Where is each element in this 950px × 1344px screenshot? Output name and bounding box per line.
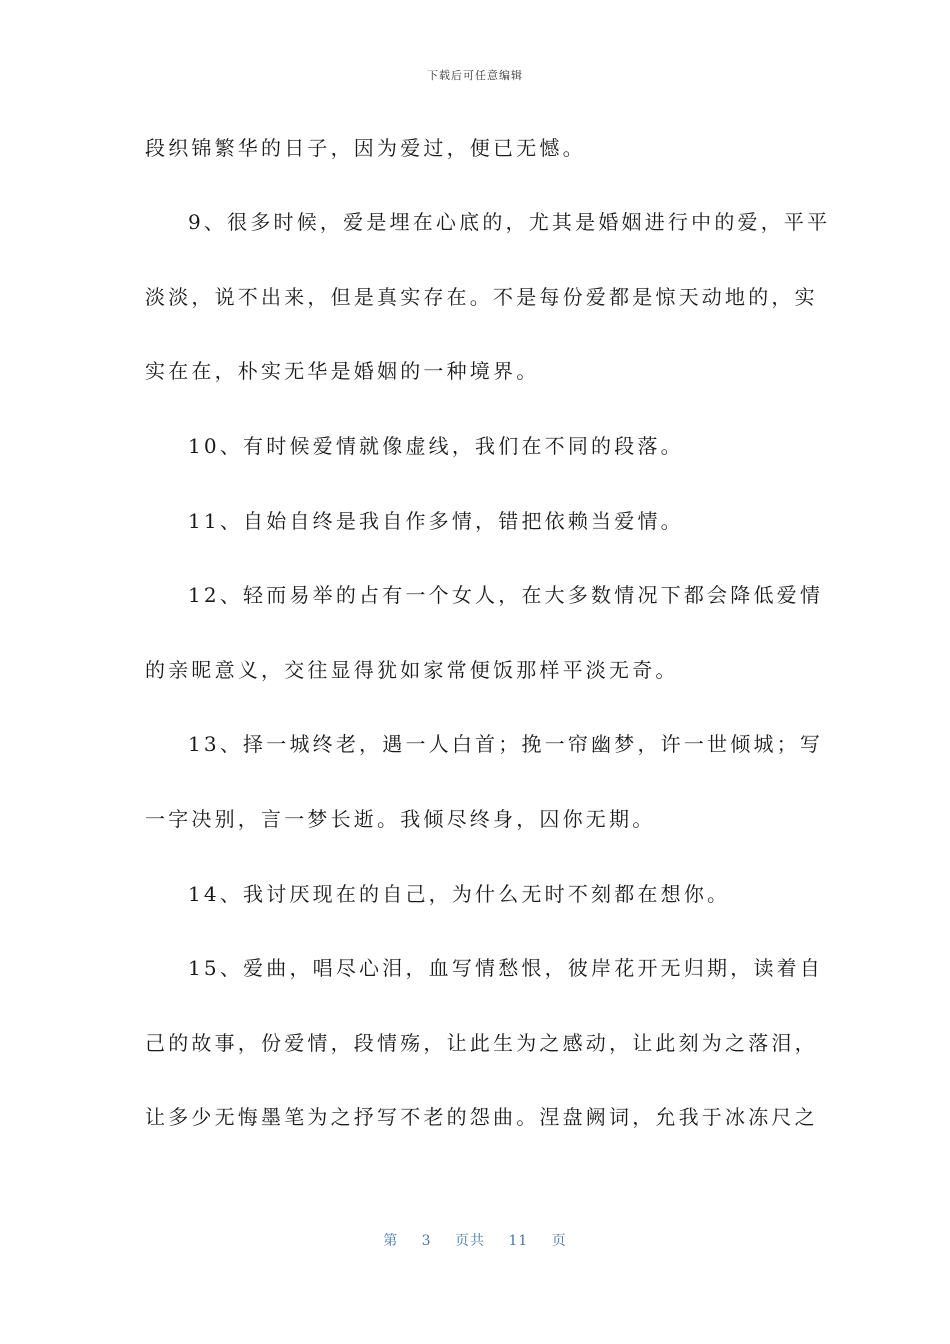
footer-page-number: 3 [421, 1233, 432, 1249]
body-line-2: 9、很多时候，爱是埋在心底的，尤其是婚姻进行中的爱，平平 [188, 210, 831, 234]
body-line-1: 段织锦繁华的日子，因为爱过，便已无憾。 [145, 136, 586, 160]
body-line-10: 一字决别，言一梦长逝。我倾尽终身，囚你无期。 [145, 807, 656, 831]
body-line-3: 淡淡，说不出来，但是真实存在。不是每份爱都是惊天动地的，实 [145, 285, 818, 309]
body-line-9: 13、择一城终老，遇一人白首；挽一帘幽梦，许一世倾城；写 [188, 732, 824, 756]
body-line-6: 11、自始自终是我自作多情，错把依赖当爱情。 [188, 509, 684, 533]
footer-total-pages: 11 [508, 1233, 529, 1249]
body-line-8: 的亲昵意义，交往显得犹如家常便饭那样平淡无奇。 [145, 658, 679, 682]
body-line-11: 14、我讨厌现在的自己，为什么无时不刻都在想你。 [188, 882, 731, 906]
body-line-12: 15、爱曲，唱尽心泪，血写情愁恨，彼岸花开无归期，读着自 [188, 956, 824, 980]
page-header: 下载后可任意编辑 [427, 69, 523, 82]
footer-page-word: 第 [383, 1233, 399, 1249]
page-footer [0, 1230, 950, 1250]
footer-page-suffix: 页 [551, 1233, 567, 1249]
body-line-13: 己的故事，份爱情，段情殇，让此生为之感动，让此刻为之落泪， [145, 1031, 818, 1055]
footer-of-word: 页共 [455, 1233, 486, 1249]
body-line-4: 实在在，朴实无华是婚姻的一种境界。 [145, 359, 540, 383]
body-line-7: 12、轻而易举的占有一个女人，在大多数情况下都会降低爱情 [188, 583, 824, 607]
body-line-5: 10、有时候爱情就像虚线，我们在不同的段落。 [188, 434, 684, 458]
body-line-14: 让多少无悔墨笔为之抒写不老的怨曲。涅盘阙词，允我于冰冻尺之 [145, 1105, 818, 1129]
